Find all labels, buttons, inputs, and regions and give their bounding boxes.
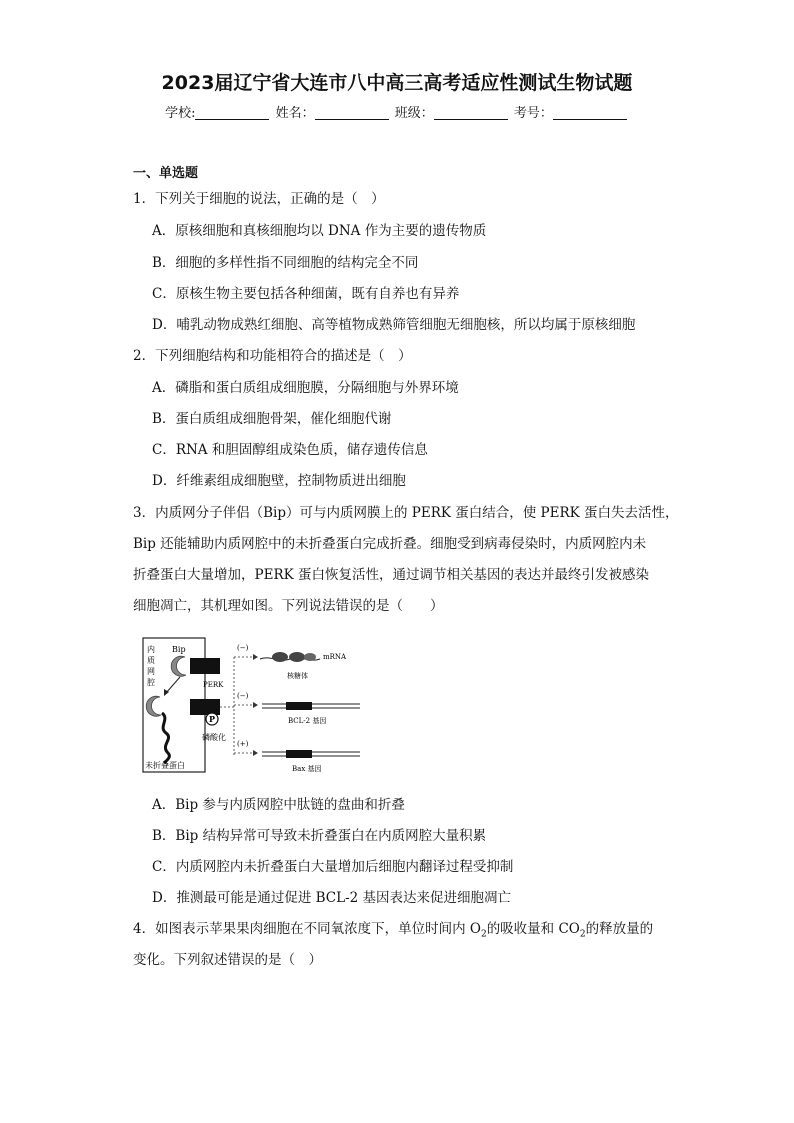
minus-label-2: (−) xyxy=(237,692,249,700)
q2-option-d: D．纤维素组成细胞壁，控制物质进出细胞 xyxy=(152,473,406,489)
unfolded-protein-strand xyxy=(162,713,169,763)
q4-stem-line-2: 变化。下列叙述错误的是（ ） xyxy=(133,952,322,968)
unfolded-label: 未折叠蛋白 xyxy=(145,761,185,770)
co2-subscript: 2 xyxy=(579,929,586,940)
q1-option-c: C．原核生物主要包括各种细菌，既有自养也有异养 xyxy=(152,286,460,302)
q2-option-b: B．蛋白质组成细胞骨架，催化细胞代谢 xyxy=(152,411,392,427)
er-label-4: 腔 xyxy=(147,678,155,687)
q4-stem-line-1 xyxy=(133,920,653,944)
q4-stem-part-c: 的释放量的 xyxy=(585,921,654,937)
ribosome-1 xyxy=(272,652,288,662)
arrowhead-bax xyxy=(253,750,258,756)
q4-stem-part-b: 的吸收量和 CO xyxy=(486,921,580,937)
ribosome-3 xyxy=(304,653,316,661)
er-label-1: 内 xyxy=(147,645,155,654)
bcl2-label: BCL-2 基因 xyxy=(288,717,327,725)
q4-stem-part-a: 4．如图表示苹果果肉细胞在不同氧浓度下，单位时间内 O xyxy=(133,921,481,937)
name-label: 姓名： xyxy=(275,106,315,121)
phosphate-label: P xyxy=(209,714,216,724)
section-heading: 一、单选题 xyxy=(133,166,199,181)
bax-label: Bax 基因 xyxy=(292,765,322,773)
number-blank xyxy=(553,105,627,120)
bip-shape xyxy=(171,656,186,676)
q3-stem-line-1: 3．内质网分子伴侣（Bip）可与内质网膜上的 PERK 蛋白结合，使 PERK 蛋白失去活性， xyxy=(133,505,679,521)
phos-label: 磷酸化 xyxy=(202,733,226,742)
q3-figure xyxy=(140,635,380,775)
q3-option-b: B．Bip 结构异常可导致未折叠蛋白在内质网腔大量积累 xyxy=(152,828,487,844)
school-blank xyxy=(195,105,269,120)
bax-gene-segment xyxy=(286,750,312,758)
q3-stem-line-3: 折叠蛋白大量增加，PERK 蛋白恢复活性，通过调节相关基因的表达并最终引发被感染 xyxy=(133,567,649,583)
class-blank xyxy=(434,105,508,120)
er-label-3: 网 xyxy=(147,667,155,676)
q3-stem-line-2: Bip 还能辅助内质网腔中的未折叠蛋白完成折叠。细胞受到病毒侵染时，内质网腔内未 xyxy=(133,536,647,552)
number-label: 考号： xyxy=(513,106,553,121)
q1-option-d: D．哺乳动物成熟红细胞、高等植物成熟筛管细胞无细胞核，所以均属于原核细胞 xyxy=(152,317,636,333)
q2-stem: 2．下列细胞结构和功能相符合的描述是（ ） xyxy=(133,348,412,364)
minus-label-1: (−) xyxy=(237,644,249,652)
plus-label: (+) xyxy=(237,740,249,748)
q1-option-b: B．细胞的多样性指不同细胞的结构完全不同 xyxy=(152,255,419,271)
bip-arrow xyxy=(166,677,180,693)
q1-option-a: A．原核细胞和真核细胞均以 DNA 作为主要的遗传物质 xyxy=(152,223,487,239)
bcl2-gene-segment xyxy=(286,702,312,710)
q2-option-c: C．RNA 和胆固醇组成染色质，储存遗传信息 xyxy=(152,442,428,458)
q3-option-c: C．内质网腔内未折叠蛋白大量增加后细胞内翻译过程受抑制 xyxy=(152,859,514,875)
page-title: 2023届辽宁省大连市八中高三高考适应性测试生物试题 xyxy=(161,72,633,94)
q1-stem: 1．下列关于细胞的说法，正确的是（ ） xyxy=(133,191,385,207)
school-label: 学校: xyxy=(165,106,196,121)
o2-subscript: 2 xyxy=(480,929,487,940)
mrna-label: mRNA xyxy=(323,653,347,661)
er-label-2: 质 xyxy=(147,656,155,665)
arrowhead-bcl2 xyxy=(253,702,258,708)
student-info-line xyxy=(0,102,794,121)
ribosome-label: 核糖体 xyxy=(287,672,308,680)
perk-block-active xyxy=(190,699,220,715)
name-blank xyxy=(315,105,389,120)
arrowhead-ribosome xyxy=(253,654,258,660)
bip-unfolded-shape xyxy=(146,696,161,716)
q3-option-a: A．Bip 参与内质网腔中肽链的盘曲和折叠 xyxy=(152,797,405,813)
ribosome-2 xyxy=(289,652,305,662)
class-label: 班级： xyxy=(394,106,434,121)
q3-option-d: D．推测最可能是通过促进 BCL-2 基因表达来促进细胞凋亡 xyxy=(152,890,512,906)
q3-stem-line-4: 细胞凋亡，其机理如图。下列说法错误的是（ ） xyxy=(133,598,444,614)
q2-option-a: A．磷脂和蛋白质组成细胞膜，分隔细胞与外界环境 xyxy=(152,380,459,396)
bip-label: Bip xyxy=(172,645,186,654)
perk-label: PERK xyxy=(203,681,224,689)
perk-block-bound xyxy=(190,658,220,674)
